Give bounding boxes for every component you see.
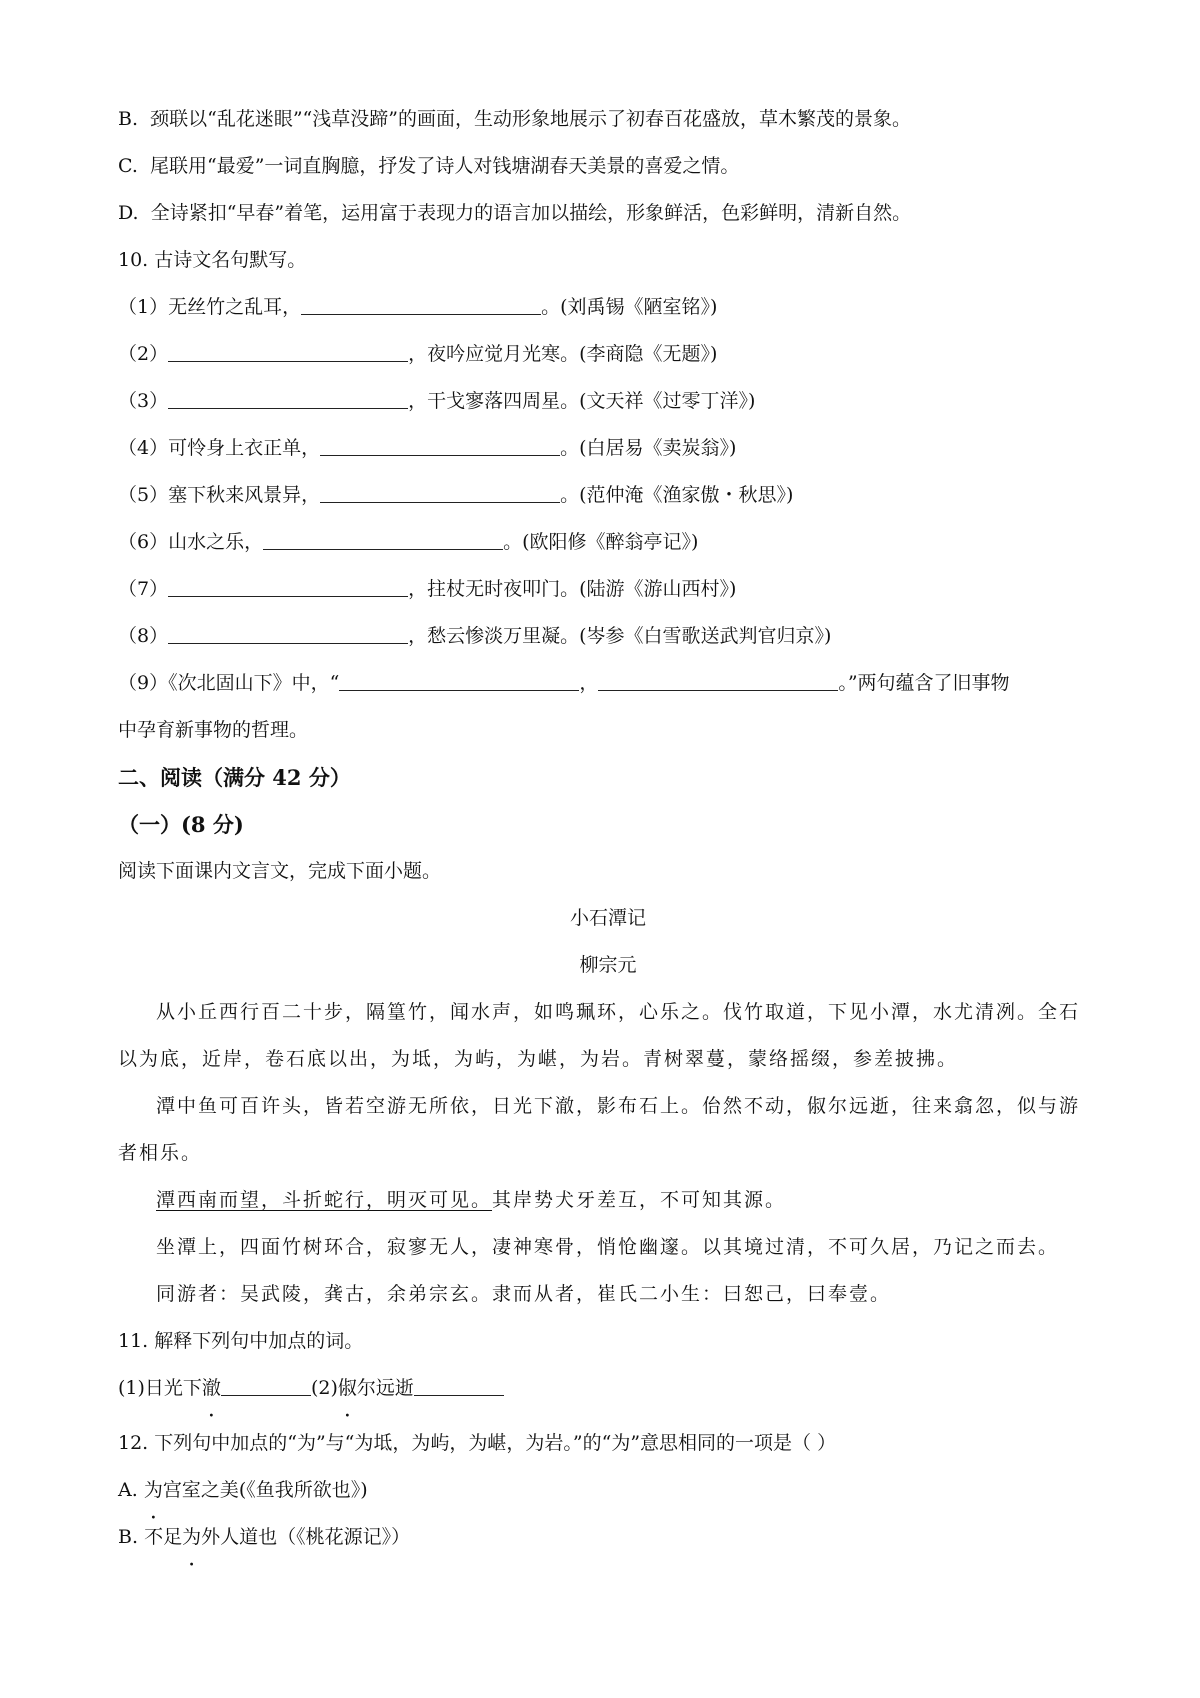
question-12-title: 12. 下列句中加点的“为”与“为坻，为屿，为嵁，为岩。”的“为”意思相同的一项是（ ） — [118, 1432, 837, 1454]
answer-blank[interactable] — [320, 435, 560, 456]
q10-item-6: （6）山水之乐， 。(欧阳修《醉翁亭记》) — [118, 531, 699, 553]
option-d: D. 全诗紧扣“早春”着笔，运用富于表现力的语言加以描绘，形象鲜活，色彩鲜明，清新自然。 — [118, 202, 912, 224]
answer-blank[interactable] — [414, 1375, 504, 1396]
exam-page — [118, 96, 1098, 1561]
q12-option-a: A. 为宫室之美(《鱼我所欲也》) — [118, 1467, 1098, 1514]
q10-item-3: （3） ，干戈寥落四周星。(文天祥《过零丁洋》) — [118, 390, 756, 412]
q10-item-8: （8） ，愁云惨淡万里凝。(岑参《白雪歌送武判官归京》) — [118, 625, 832, 647]
section-2-title: 二、阅读（满分 42 分） — [118, 765, 351, 790]
dotted-word: 为 — [182, 1526, 202, 1548]
q10-item-7: （7） ，拄杖无时夜叩门。(陆游《游山西村》) — [118, 578, 737, 600]
article-paragraph-1-line-2: 以为底，近岸，卷石底以出，为坻，为屿，为嵁，为岩。青树翠蔓，蒙络摇缀，参差披拂。 — [118, 1048, 959, 1070]
answer-blank[interactable] — [168, 388, 408, 409]
underlined-sentence: 潭西南而望，斗折蛇行，明灭可见。 — [156, 1189, 493, 1211]
answer-blank[interactable] — [598, 670, 838, 691]
article-author: 柳宗元 — [579, 954, 637, 976]
q10-item-2: （2） ，夜吟应觉月光寒。(李商隐《无题》) — [118, 343, 718, 365]
q12-option-b: B. 不足为外人道也（《桃花源记》） — [118, 1514, 1098, 1561]
article-paragraph-5: 同游者：吴武陵，龚古，余弟宗玄。隶而从者，崔氏二小生：曰恕己，曰奉壹。 — [156, 1283, 892, 1305]
article-paragraph-2-line-2: 者相乐。 — [118, 1142, 203, 1164]
answer-blank[interactable] — [168, 623, 408, 644]
answer-blank[interactable] — [320, 482, 560, 503]
article-paragraph-3: 潭西南而望，斗折蛇行，明灭可见。其岸势犬牙差互，不可知其源。 — [156, 1189, 787, 1211]
q10-item-5: （5）塞下秋来风景异， 。(范仲淹《渔家傲・秋思》) — [118, 484, 794, 506]
dotted-word: 俶 — [337, 1377, 357, 1399]
article-title: 小石潭记 — [569, 907, 646, 929]
answer-blank[interactable] — [168, 576, 408, 597]
answer-blank[interactable] — [168, 341, 408, 362]
reading-instruction: 阅读下面课内文言文，完成下面小题。 — [118, 860, 442, 882]
dotted-word: 澈 — [201, 1377, 221, 1399]
article-paragraph-1-line-1: 从小丘西行百二十步，隔篁竹，闻水声，如鸣珮环，心乐之。伐竹取道，下见小潭，水尤清冽。全石 — [156, 1001, 1081, 1023]
article-paragraph-2-line-1: 潭中鱼可百许头，皆若空游无所依，日光下澈，影布石上。佁然不动，俶尔远逝，往来翕忽，似与游 — [156, 1095, 1081, 1117]
section-2-subtitle: （一）(8 分) — [118, 812, 244, 837]
question-10-title: 10. 古诗文名句默写。 — [118, 249, 307, 271]
q10-item-4: （4）可怜身上衣正单， 。(白居易《卖炭翁》) — [118, 437, 737, 459]
option-c: C. 尾联用“最爱”一词直胸臆，抒发了诗人对钱塘湖春天美景的喜爱之情。 — [118, 155, 740, 177]
dotted-word: 为 — [143, 1479, 163, 1501]
answer-blank[interactable] — [221, 1375, 311, 1396]
article-paragraph-4: 坐潭上，四面竹树环合，寂寥无人，凄神寒骨，悄怆幽邃。以其境过清，不可久居，乃记之而去。 — [156, 1236, 1060, 1258]
option-b: B. 颈联以“乱花迷眼”“浅草没蹄”的画面，生动形象地展示了初春百花盛放，草木繁茂的景象。 — [118, 108, 911, 130]
q10-item-9: （9）《次北固山下》中，“ ， 。”两句蕴含了旧事物 — [118, 672, 1010, 694]
answer-blank[interactable] — [301, 294, 541, 315]
answer-blank[interactable] — [339, 670, 579, 691]
answer-blank[interactable] — [263, 529, 503, 550]
q11-items: (1)日光下澈 (2)俶尔远逝 — [118, 1365, 1098, 1412]
question-11-title: 11. 解释下列句中加点的词。 — [118, 1330, 364, 1352]
q10-item-1: （1）无丝竹之乱耳， 。(刘禹锡《陋室铭》) — [118, 296, 718, 318]
q10-item-9-continued: 中孕育新事物的哲理。 — [118, 719, 309, 741]
